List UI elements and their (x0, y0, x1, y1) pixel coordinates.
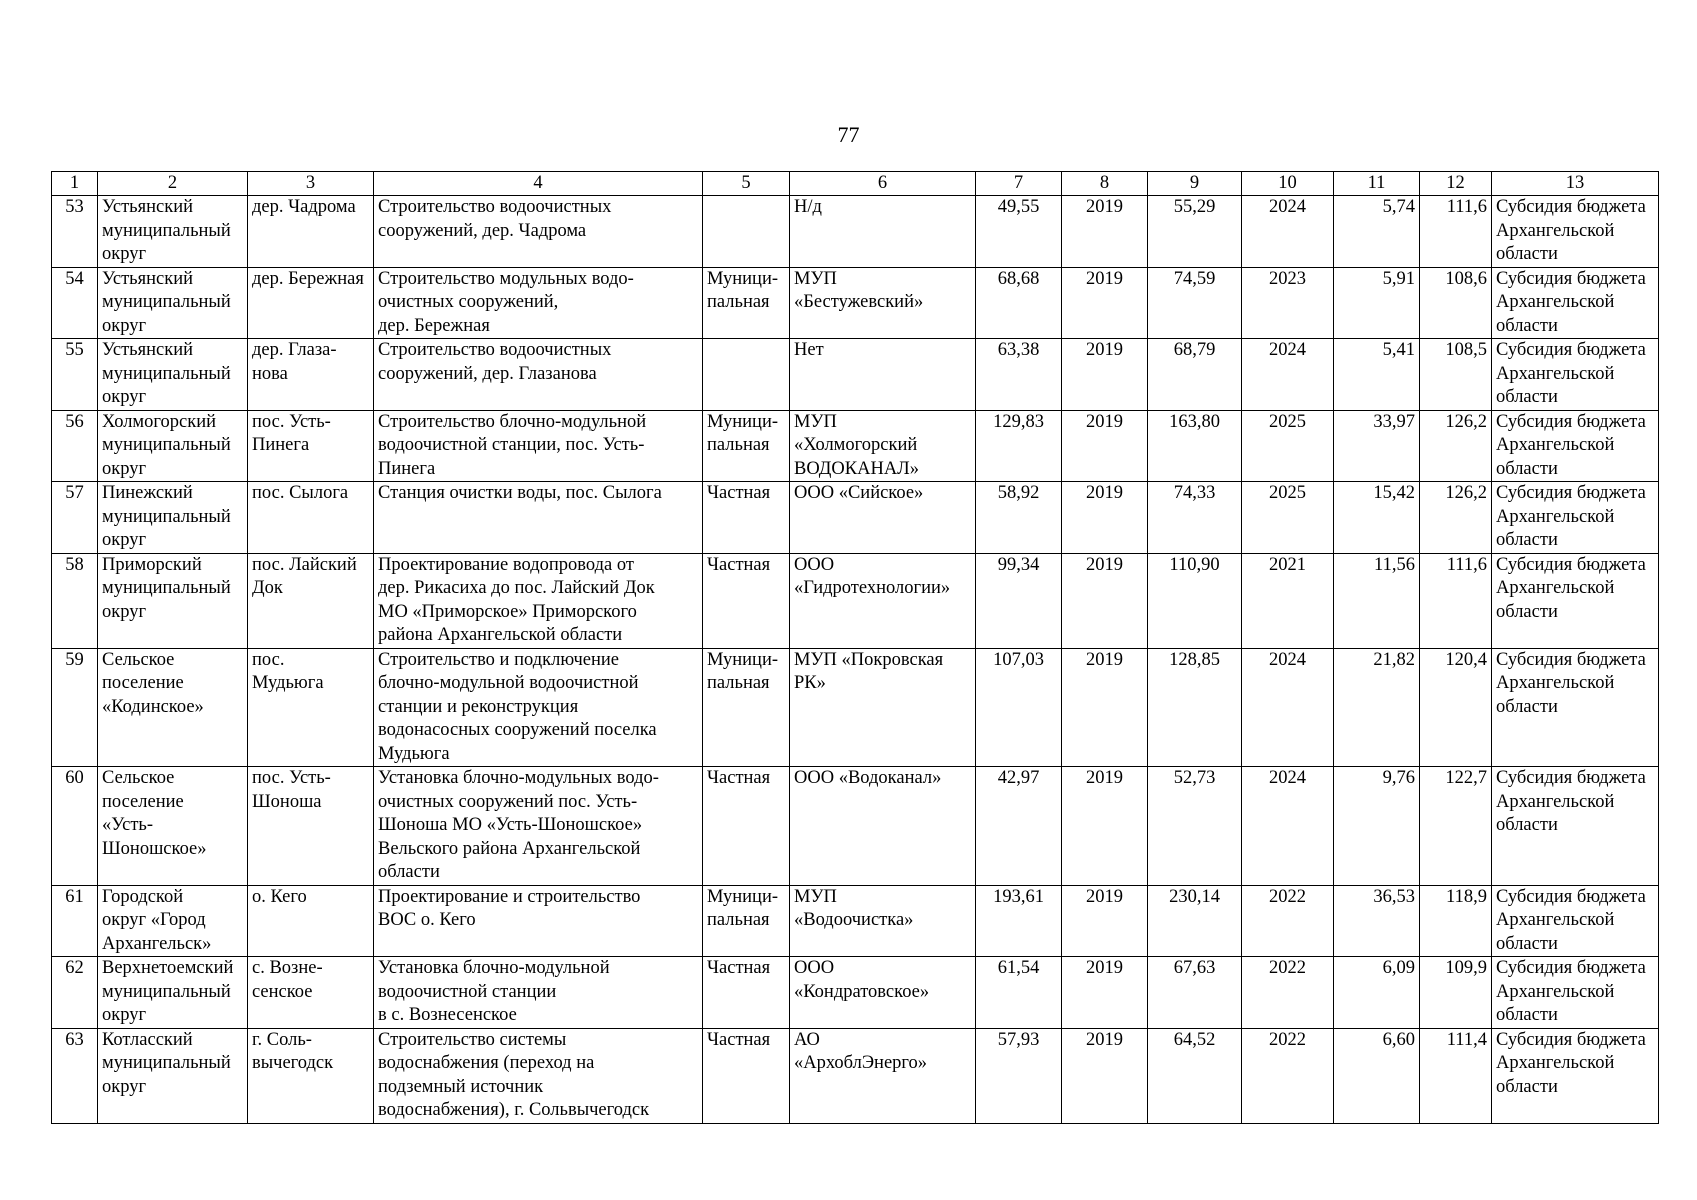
value-col-11: 33,97 (1334, 410, 1420, 482)
value-col-9: 128,85 (1148, 648, 1242, 767)
funding-source-cell: Субсидия бюджета Архангельской области (1492, 482, 1659, 554)
project-cell: Строительство водоочистных сооружений, дер. Чадрома (374, 196, 703, 268)
locality-cell: пос. Мудьюга (248, 648, 374, 767)
operator-cell: АО «АрхоблЭнерго» (790, 1028, 976, 1123)
value-col-8: 2019 (1062, 885, 1148, 957)
funding-source-cell: Субсидия бюджета Архангельской области (1492, 767, 1659, 886)
municipality-cell: Устьянский муниципальный округ (98, 339, 248, 411)
locality-cell: пос. Усть- Пинега (248, 410, 374, 482)
row-number: 61 (52, 885, 98, 957)
value-col-11: 6,60 (1334, 1028, 1420, 1123)
value-col-7: 68,68 (976, 267, 1062, 339)
row-number: 63 (52, 1028, 98, 1123)
value-col-11: 5,74 (1334, 196, 1420, 268)
ownership-cell (703, 196, 790, 268)
municipality-cell: Сельское поселение «Усть- Шоношское» (98, 767, 248, 886)
value-col-12: 122,7 (1420, 767, 1492, 886)
table-row (52, 957, 1659, 1029)
data-table (51, 171, 1659, 1124)
value-col-12: 126,2 (1420, 410, 1492, 482)
municipality-cell: Верхнетоемский муниципальный округ (98, 957, 248, 1029)
value-col-9: 163,80 (1148, 410, 1242, 482)
ownership-cell: Муници- пальная (703, 885, 790, 957)
operator-cell: Н/д (790, 196, 976, 268)
funding-source-cell: Субсидия бюджета Архангельской области (1492, 1028, 1659, 1123)
value-col-12: 111,4 (1420, 1028, 1492, 1123)
value-col-11: 11,56 (1334, 553, 1420, 648)
header-cell-col-9: 9 (1148, 172, 1242, 196)
row-number: 54 (52, 267, 98, 339)
municipality-cell: Устьянский муниципальный округ (98, 196, 248, 268)
operator-cell: ООО «Водоканал» (790, 767, 976, 886)
value-col-11: 9,76 (1334, 767, 1420, 886)
locality-cell: с. Возне- сенское (248, 957, 374, 1029)
value-col-12: 111,6 (1420, 553, 1492, 648)
value-col-10: 2024 (1242, 339, 1334, 411)
ownership-cell: Частная (703, 767, 790, 886)
municipality-cell: Городской округ «Город Архангельск» (98, 885, 248, 957)
page-number: 77 (837, 122, 860, 147)
header-cell-col-7: 7 (976, 172, 1062, 196)
header-cell-col-5: 5 (703, 172, 790, 196)
operator-cell: ООО «Кондратовское» (790, 957, 976, 1029)
value-col-8: 2019 (1062, 267, 1148, 339)
value-col-7: 61,54 (976, 957, 1062, 1029)
table-row (52, 339, 1659, 411)
value-col-9: 74,33 (1148, 482, 1242, 554)
row-number: 56 (52, 410, 98, 482)
value-col-8: 2019 (1062, 767, 1148, 886)
operator-cell: ООО «Сийское» (790, 482, 976, 554)
value-col-11: 6,09 (1334, 957, 1420, 1029)
value-col-10: 2024 (1242, 196, 1334, 268)
value-col-8: 2019 (1062, 553, 1148, 648)
table-row (52, 648, 1659, 767)
value-col-7: 57,93 (976, 1028, 1062, 1123)
value-col-7: 193,61 (976, 885, 1062, 957)
header-cell-col-12: 12 (1420, 172, 1492, 196)
value-col-9: 67,63 (1148, 957, 1242, 1029)
municipality-cell: Котласский муниципальный округ (98, 1028, 248, 1123)
value-col-12: 118,9 (1420, 885, 1492, 957)
project-cell: Строительство модульных водо- очистных сооружений, дер. Бережная (374, 267, 703, 339)
funding-source-cell: Субсидия бюджета Архангельской области (1492, 410, 1659, 482)
value-col-10: 2021 (1242, 553, 1334, 648)
value-col-12: 111,6 (1420, 196, 1492, 268)
value-col-7: 99,34 (976, 553, 1062, 648)
header-cell-col-13: 13 (1492, 172, 1659, 196)
municipality-cell: Пинежский муниципальный округ (98, 482, 248, 554)
funding-source-cell: Субсидия бюджета Архангельской области (1492, 957, 1659, 1029)
value-col-10: 2025 (1242, 410, 1334, 482)
value-col-12: 109,9 (1420, 957, 1492, 1029)
header-cell-col-10: 10 (1242, 172, 1334, 196)
ownership-cell: Муници- пальная (703, 648, 790, 767)
header-cell-col-8: 8 (1062, 172, 1148, 196)
value-col-8: 2019 (1062, 196, 1148, 268)
operator-cell: МУП «Покровская РК» (790, 648, 976, 767)
municipality-cell: Холмогорский муниципальный округ (98, 410, 248, 482)
row-number: 62 (52, 957, 98, 1029)
row-number: 53 (52, 196, 98, 268)
project-cell: Проектирование водопровода от дер. Рикасиха до пос. Лайский Док МО «Приморское» Приморского района Архангельской области (374, 553, 703, 648)
value-col-8: 2019 (1062, 482, 1148, 554)
operator-cell: Нет (790, 339, 976, 411)
ownership-cell: Муници- пальная (703, 267, 790, 339)
value-col-11: 5,41 (1334, 339, 1420, 411)
municipality-cell: Устьянский муниципальный округ (98, 267, 248, 339)
value-col-8: 2019 (1062, 957, 1148, 1029)
funding-source-cell: Субсидия бюджета Архангельской области (1492, 553, 1659, 648)
value-col-9: 55,29 (1148, 196, 1242, 268)
operator-cell: МУП «Водоочистка» (790, 885, 976, 957)
value-col-10: 2022 (1242, 957, 1334, 1029)
value-col-9: 230,14 (1148, 885, 1242, 957)
row-number: 55 (52, 339, 98, 411)
project-cell: Установка блочно-модульных водо- очистных сооружений пос. Усть- Шоноша МО «Усть-Шоношское» Вельского района Архангельской области (374, 767, 703, 886)
row-number: 58 (52, 553, 98, 648)
project-cell: Станция очистки воды, пос. Сылога (374, 482, 703, 554)
value-col-7: 63,38 (976, 339, 1062, 411)
header-cell-col-3: 3 (248, 172, 374, 196)
table-row (52, 885, 1659, 957)
value-col-10: 2024 (1242, 648, 1334, 767)
value-col-7: 107,03 (976, 648, 1062, 767)
value-col-9: 110,90 (1148, 553, 1242, 648)
table-row (52, 553, 1659, 648)
table-row (52, 267, 1659, 339)
value-col-10: 2025 (1242, 482, 1334, 554)
ownership-cell (703, 339, 790, 411)
table-row (52, 767, 1659, 886)
funding-source-cell: Субсидия бюджета Архангельской области (1492, 339, 1659, 411)
value-col-8: 2019 (1062, 1028, 1148, 1123)
header-cell-col-6: 6 (790, 172, 976, 196)
municipality-cell: Сельское поселение «Кодинское» (98, 648, 248, 767)
value-col-11: 21,82 (1334, 648, 1420, 767)
operator-cell: МУП «Бестужевский» (790, 267, 976, 339)
operator-cell: МУП «Холмогорский ВОДОКАНАЛ» (790, 410, 976, 482)
value-col-8: 2019 (1062, 410, 1148, 482)
value-col-10: 2023 (1242, 267, 1334, 339)
header-cell-col-4: 4 (374, 172, 703, 196)
project-cell: Строительство водоочистных сооружений, дер. Глазанова (374, 339, 703, 411)
value-col-9: 68,79 (1148, 339, 1242, 411)
table-header-row (52, 172, 1659, 196)
project-cell: Установка блочно-модульной водоочистной станции в с. Вознесенское (374, 957, 703, 1029)
project-cell: Строительство системы водоснабжения (переход на подземный источник водоснабжения), г. Сольвычегодск (374, 1028, 703, 1123)
value-col-7: 129,83 (976, 410, 1062, 482)
table-row (52, 482, 1659, 554)
project-cell: Строительство блочно-модульной водоочистной станции, пос. Усть- Пинега (374, 410, 703, 482)
ownership-cell: Муници- пальная (703, 410, 790, 482)
value-col-12: 126,2 (1420, 482, 1492, 554)
value-col-7: 49,55 (976, 196, 1062, 268)
value-col-11: 15,42 (1334, 482, 1420, 554)
project-cell: Проектирование и строительство ВОС о. Кего (374, 885, 703, 957)
ownership-cell: Частная (703, 553, 790, 648)
locality-cell: пос. Лайский Док (248, 553, 374, 648)
value-col-12: 120,4 (1420, 648, 1492, 767)
value-col-12: 108,5 (1420, 339, 1492, 411)
value-col-9: 52,73 (1148, 767, 1242, 886)
ownership-cell: Частная (703, 1028, 790, 1123)
funding-source-cell: Субсидия бюджета Архангельской области (1492, 885, 1659, 957)
locality-cell: г. Соль- вычегодск (248, 1028, 374, 1123)
value-col-7: 58,92 (976, 482, 1062, 554)
value-col-12: 108,6 (1420, 267, 1492, 339)
locality-cell: о. Кего (248, 885, 374, 957)
value-col-8: 2019 (1062, 339, 1148, 411)
funding-source-cell: Субсидия бюджета Архангельской области (1492, 196, 1659, 268)
header-cell-col-1: 1 (52, 172, 98, 196)
funding-source-cell: Субсидия бюджета Архангельской области (1492, 648, 1659, 767)
municipality-cell: Приморский муниципальный округ (98, 553, 248, 648)
value-col-10: 2024 (1242, 767, 1334, 886)
value-col-11: 36,53 (1334, 885, 1420, 957)
ownership-cell: Частная (703, 957, 790, 1029)
value-col-7: 42,97 (976, 767, 1062, 886)
value-col-9: 74,59 (1148, 267, 1242, 339)
table-body (52, 172, 1659, 1124)
value-col-8: 2019 (1062, 648, 1148, 767)
operator-cell: ООО «Гидротехнологии» (790, 553, 976, 648)
row-number: 59 (52, 648, 98, 767)
table-row (52, 410, 1659, 482)
header-cell-col-2: 2 (98, 172, 248, 196)
locality-cell: пос. Усть- Шоноша (248, 767, 374, 886)
locality-cell: дер. Глаза- нова (248, 339, 374, 411)
value-col-10: 2022 (1242, 1028, 1334, 1123)
header-cell-col-11: 11 (1334, 172, 1420, 196)
table-row (52, 1028, 1659, 1123)
value-col-9: 64,52 (1148, 1028, 1242, 1123)
project-cell: Строительство и подключение блочно-модульной водоочистной станции и реконструкция водонасосных сооружений поселка Мудьюга (374, 648, 703, 767)
value-col-11: 5,91 (1334, 267, 1420, 339)
locality-cell: дер. Чадрома (248, 196, 374, 268)
locality-cell: дер. Бережная (248, 267, 374, 339)
row-number: 57 (52, 482, 98, 554)
funding-source-cell: Субсидия бюджета Архангельской области (1492, 267, 1659, 339)
table-row (52, 196, 1659, 268)
value-col-10: 2022 (1242, 885, 1334, 957)
locality-cell: пос. Сылога (248, 482, 374, 554)
ownership-cell: Частная (703, 482, 790, 554)
row-number: 60 (52, 767, 98, 886)
